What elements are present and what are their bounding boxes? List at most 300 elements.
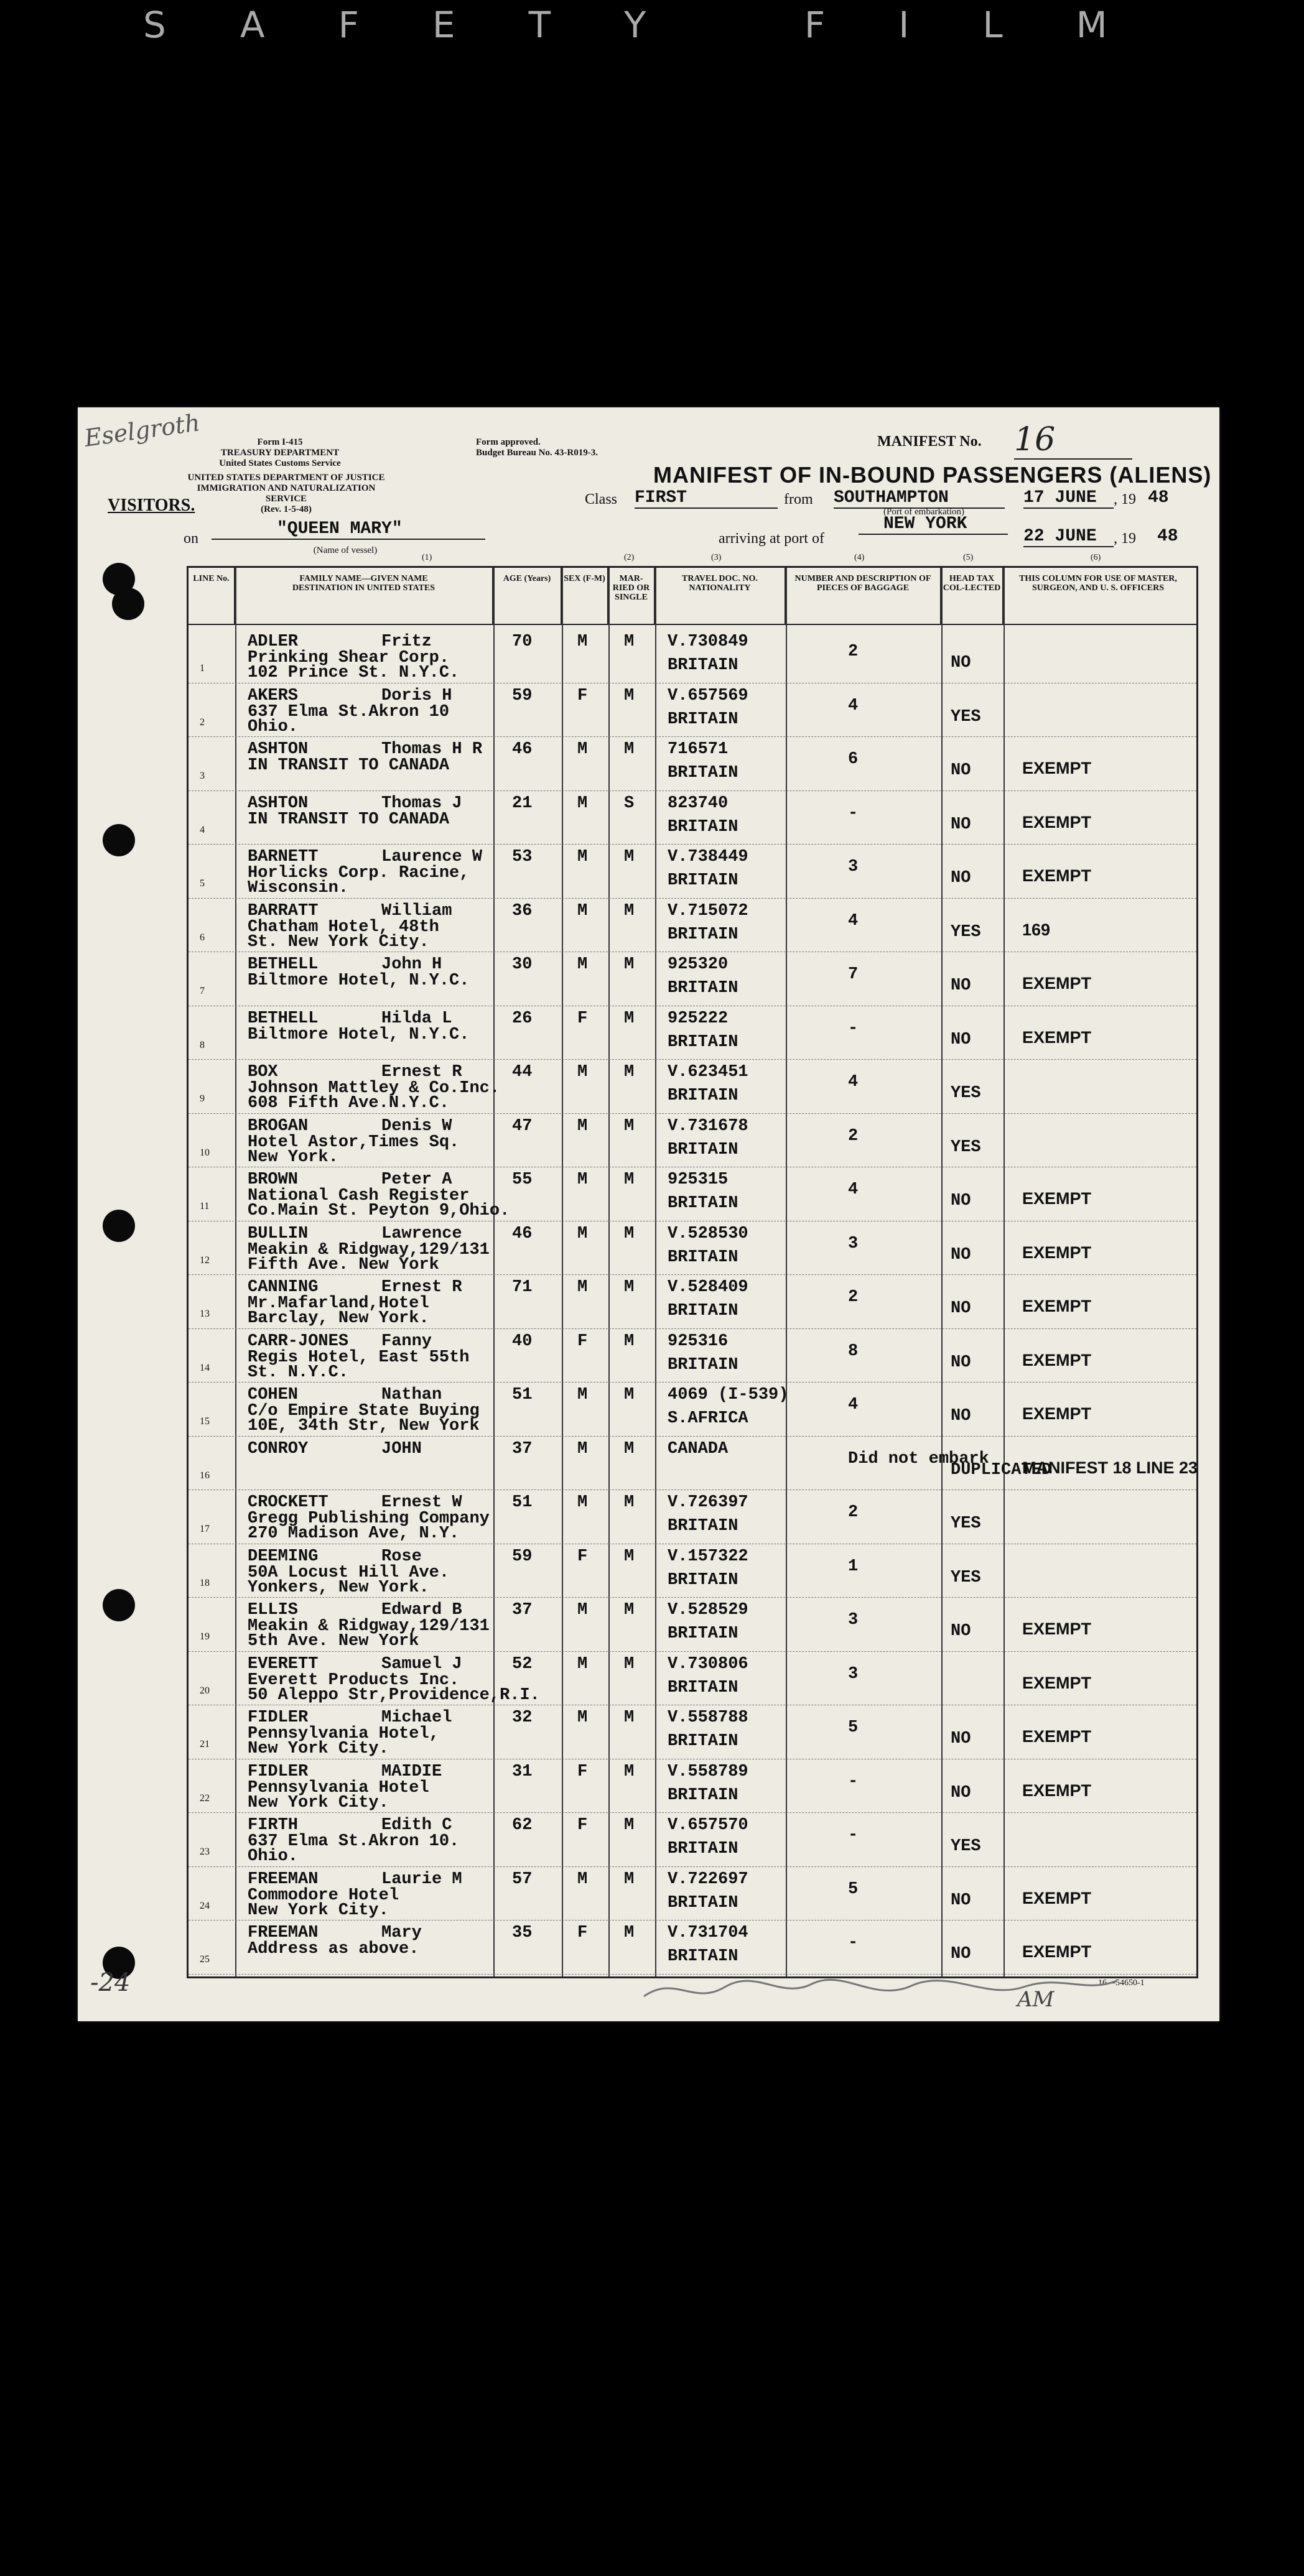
destination-line-2: 50 Aleppo Str,Providence,R.I. [248,1685,540,1705]
nationality: S.AFRICA [668,1409,748,1428]
head-tax-collected: NO [951,1945,971,1963]
line-number: 10 [200,1147,210,1158]
given-name: MAIDIE [381,1762,442,1781]
officer-column-entry: EXEMPT [1022,1888,1092,1907]
age: 46 [512,1224,533,1243]
form-revision: (Rev. 1-5-48) [261,504,312,514]
table-row [189,953,1196,1006]
table-row [189,1868,1196,1920]
head-tax-collected: NO [951,1891,971,1910]
family-name: CARR-JONES [248,1332,349,1351]
marital-status: S [624,794,635,813]
sex: M [577,740,588,759]
table-row [189,1921,1196,1974]
col-number: (3) [711,553,722,562]
table-row [189,1330,1196,1383]
head-tax-collected: YES [951,922,981,942]
nationality: BRITAIN [668,979,738,998]
travel-document-number: 716571 [668,740,729,759]
family-name: BROGAN [248,1116,309,1136]
line-number: 2 [200,716,205,728]
age: 31 [512,1762,533,1781]
nationality: BRITAIN [668,871,738,890]
marital-status: M [624,1170,635,1189]
nationality: BRITAIN [668,1732,738,1751]
age: 37 [512,1439,533,1458]
line-number: 7 [200,986,205,996]
destination-line-2: 608 Fifth Ave.N.Y.C. [248,1094,450,1113]
family-name: BARRATT [248,901,319,920]
baggage-count: - [848,1934,859,1952]
table-row [189,792,1196,845]
sex: F [577,686,588,705]
sex: M [577,794,588,813]
destination-line-1: IN TRANSIT TO CANADA [248,756,450,775]
marital-status: M [624,1547,635,1566]
page-mark: -24 [90,1968,131,1997]
marital-status: M [624,1924,635,1942]
marital-status: M [624,632,635,651]
marital-status: M [624,955,635,974]
travel-document-number: V.715072 [668,901,748,920]
age: 46 [512,740,533,759]
given-name: William [381,901,452,920]
given-name: Laurie M [381,1869,462,1889]
family-name: FIDLER [248,1762,309,1781]
destination-line-1: Meakin & Ridgway,129/131 [248,1617,490,1636]
marital-status: M [624,1439,635,1458]
table-row [189,1168,1196,1221]
col-number: (5) [963,553,974,562]
line-number: 1 [200,663,205,674]
col-header-travel: TRAVEL DOC. NO. NATIONALITY [655,568,786,624]
marital-status: M [624,1816,635,1835]
line-number: 18 [200,1577,210,1588]
dept-ins: IMMIGRATION AND NATURALIZATION SERVICE [197,483,376,504]
officer-column-entry: EXEMPT [1022,1297,1092,1315]
destination-line-1: Hotel Astor,Times Sq. [248,1133,460,1152]
head-tax-collected: NO [951,815,971,834]
family-name: FREEMAN [248,1924,319,1942]
baggage-count: 3 [848,1234,859,1253]
nationality: BRITAIN [668,925,738,944]
destination-line-1: Regis Hotel, East 55th [248,1348,470,1367]
arriving-label: arriving at port of [719,530,824,547]
nationality: BRITAIN [668,1893,738,1912]
destination-line-1: Pennsylvania Hotel, [248,1725,439,1743]
baggage-count: 8 [848,1341,859,1361]
line-number: 4 [200,824,205,835]
given-name: Lawrence [381,1224,462,1243]
age: 71 [512,1278,533,1297]
baggage-count: 4 [848,1396,859,1414]
head-tax-collected: NO [951,1730,971,1748]
nationality: BRITAIN [668,1032,738,1052]
head-tax-collected: NO [951,654,971,672]
destination-line-1: Chatham Hotel, 48th [248,917,439,937]
travel-document-number: V.558788 [668,1708,748,1727]
handwritten-name: Eselgroth [82,409,202,452]
baggage-count: 4 [848,1073,859,1091]
destination-line-1: Pennsylvania Hotel [248,1778,429,1797]
sex: M [577,1063,588,1082]
baggage-count: 4 [848,911,859,930]
travel-document-number: V.722697 [668,1869,748,1889]
marital-status: M [624,1869,635,1889]
line-number: 11 [200,1201,210,1212]
travel-document-number: V.730806 [668,1654,748,1674]
nationality: BRITAIN [668,764,738,782]
officer-column-entry: EXEMPT [1022,1619,1092,1638]
year-prefix-2: , 19 [1114,530,1136,547]
marital-status: M [624,1278,635,1297]
sex: M [577,1708,588,1727]
nationality: BRITAIN [668,1517,738,1536]
punch-hole [103,1589,135,1621]
age: 30 [512,955,533,974]
age: 70 [512,632,533,651]
given-name: JOHN [381,1439,422,1458]
sex: F [577,1332,588,1351]
col-header-baggage: NUMBER AND DESCRIPTION OF PIECES OF BAGGAGE [786,568,941,624]
col-number: (6) [1091,553,1101,562]
on-label: on [184,530,198,547]
visitors-label: VISITORS. [108,496,195,515]
class-label: Class [585,491,618,507]
col-header-sex: SEX (F-M) [562,568,608,624]
sex: M [577,1601,588,1619]
line-number: 15 [200,1416,210,1427]
family-name: ASHTON [248,740,309,759]
line-number: 14 [200,1362,210,1373]
destination-line-1: Address as above. [248,1940,419,1958]
given-name: Thomas H R [381,740,483,759]
officer-column-entry: EXEMPT [1022,759,1092,777]
age: 32 [512,1708,533,1727]
line-number: 20 [200,1685,210,1696]
col-header-name: FAMILY NAME—GIVEN NAME DESTINATION IN UNITED STATES [235,568,493,624]
given-name: Edward B [381,1601,462,1619]
punch-hole [103,1210,135,1242]
table-row [189,1652,1196,1705]
table-row [189,899,1196,952]
given-name: Thomas J [381,794,462,813]
head-tax-collected: NO [951,1245,971,1264]
form-print-code: 16—54650-1 [1098,1978,1145,1988]
nationality: BRITAIN [668,1678,738,1697]
destination-line-2: Wisconsin. [248,879,349,897]
sex: M [577,1278,588,1297]
marital-status: M [624,1654,635,1674]
baggage-count: 1 [848,1557,859,1576]
family-name: ELLIS [248,1601,299,1619]
col-header-age: AGE (Years) [493,568,562,624]
destination-line-2: Fifth Ave. New York [248,1255,439,1274]
marital-status: M [624,1224,635,1243]
col-number: (2) [624,553,635,562]
destination-line-1: Mr.Mafarland,Hotel [248,1294,429,1313]
officer-column-entry: EXEMPT [1022,1350,1092,1369]
line-number: 8 [200,1039,205,1050]
officer-column-entry: EXEMPT [1022,812,1092,832]
manifest-title: MANIFEST OF IN-BOUND PASSENGERS (ALIENS) [653,462,1212,488]
family-name: CANNING [248,1278,319,1297]
sex: M [577,1224,588,1243]
age: 51 [512,1493,533,1512]
destination-line-2: Co.Main St. Peyton 9,Ohio. [248,1202,510,1220]
col-header-line: LINE No. [189,568,235,624]
nationality: BRITAIN [668,1248,738,1267]
baggage-count: 2 [848,1126,859,1146]
nationality: BRITAIN [668,1947,738,1966]
destination-line-2: New York City. [248,1793,389,1812]
marital-status: M [624,1386,635,1404]
film-edge-marking: SAFETY FILM [143,4,1181,46]
given-name: Laurence W [381,848,483,866]
age: 36 [512,901,533,920]
class-value: FIRST [635,488,778,509]
given-name: Peter A [381,1170,452,1189]
baggage-count: 5 [848,1718,859,1737]
marital-status: M [624,901,635,920]
officer-column-entry: 169 [1022,920,1051,939]
manifest-sheet [78,407,1219,2021]
age: 52 [512,1654,533,1674]
table-row [189,1760,1196,1813]
baggage-count: 2 [848,642,859,661]
family-name: CONROY [248,1439,309,1458]
head-tax-collected: NO [951,1622,971,1641]
line-number: 13 [200,1309,210,1319]
dept-justice: UNITED STATES DEPARTMENT OF JUSTICE [187,473,385,483]
destination-line-2: Yonkers, New York. [248,1578,429,1597]
line-number: 3 [200,771,205,781]
travel-document-number: V.623451 [668,1063,748,1082]
officer-signature [638,1968,1123,2012]
destination-line-2: 5th Ave. New York [248,1632,419,1651]
nationality: BRITAIN [668,656,738,675]
family-name: FIRTH [248,1816,299,1835]
line-number: 21 [200,1739,210,1749]
sex: F [577,1924,588,1942]
destination-line-1: Horlicks Corp. Racine, [248,864,470,883]
travel-document-number: V.731704 [668,1924,748,1942]
travel-document-number: 925316 [668,1332,729,1351]
given-name: Michael [381,1708,452,1727]
age: 59 [512,1547,533,1566]
arrival-year: 48 [1157,527,1178,546]
given-name: Fanny [381,1332,432,1351]
table-row [189,1598,1196,1651]
given-name: John H [381,955,442,974]
dept-customs: United States Customs Service [219,458,341,468]
family-name: DEEMING [248,1547,319,1566]
nationality: BRITAIN [668,1140,738,1159]
head-tax-collected: NO [951,1299,971,1318]
destination-line-2: 102 Prince St. N.Y.C. [248,664,460,682]
table-row [189,1491,1196,1544]
marital-status: M [624,1493,635,1512]
baggage-count: - [848,804,859,823]
destination-line-2: New York City. [248,1901,389,1920]
embark-note: (Port of embarkation) [883,507,964,517]
destination-line-2: 270 Madison Ave, N.Y. [248,1524,460,1543]
table-row [189,684,1196,737]
signature-time: AM [1017,1987,1055,2012]
family-name: ASHTON [248,794,309,813]
marital-status: M [624,848,635,866]
baggage-count: 7 [848,965,859,984]
nationality: BRITAIN [668,1624,738,1643]
officer-column-entry: EXEMPT [1022,1727,1092,1746]
given-name: Hilda L [381,1009,452,1028]
head-tax-collected: NO [951,1407,971,1425]
head-tax-collected: YES [951,1837,981,1856]
punch-hole [112,588,144,620]
age: 51 [512,1386,533,1404]
line-number: 17 [200,1524,210,1534]
year-prefix-1: , 19 [1114,491,1136,507]
form-number: Form I-415 [257,437,303,447]
head-tax-collected: NO [951,869,971,887]
destination-line-2: Ohio. [248,717,299,736]
officer-column-entry: EXEMPT [1022,1673,1092,1692]
travel-document-number: V.726397 [668,1493,748,1512]
sex: M [577,1439,588,1458]
nationality: BRITAIN [668,710,738,729]
baggage-count: 6 [848,750,859,769]
marital-status: M [624,1601,635,1619]
age: 47 [512,1116,533,1136]
marital-status: M [624,1332,635,1351]
travel-document-number: 925320 [668,955,729,974]
manifest-number-label: MANIFEST No. [877,433,982,450]
baggage-count: 3 [848,1611,859,1629]
destination-line-1: 637 Elma St.Akron 10. [248,1832,460,1851]
destination-line-2: 10E, 34th Str, New York [248,1417,480,1435]
sex: F [577,1762,588,1781]
travel-document-number: V.528529 [668,1601,748,1619]
age: 44 [512,1063,533,1082]
destination-line-2: St. N.Y.C. [248,1363,349,1382]
family-name: BROWN [248,1170,299,1189]
travel-document-number: 925222 [668,1009,729,1028]
baggage-count: 5 [848,1879,859,1899]
nationality: BRITAIN [668,1355,738,1374]
family-name: BETHELL [248,1009,319,1028]
table-row [189,738,1196,790]
marital-status: M [624,1009,635,1028]
given-name: Nathan [381,1386,442,1404]
travel-document-number: V.657569 [668,686,748,705]
table-row [189,1007,1196,1060]
family-name: AKERS [248,686,299,705]
destination-line-2: New York. [248,1147,338,1167]
port-of-embarkation: SOUTHAMPTON [834,488,1005,509]
sex: M [577,632,588,651]
travel-document-number: 925315 [668,1170,729,1189]
officer-column-entry: EXEMPT [1022,1404,1092,1423]
family-name: BULLIN [248,1224,309,1243]
table-row [189,1114,1196,1167]
given-name: Rose [381,1547,422,1566]
travel-document-number: 823740 [668,794,729,813]
family-name: BOX [248,1063,278,1082]
head-tax-collected: YES [951,1084,981,1103]
nationality: BRITAIN [668,1840,738,1858]
manifest-number: 16 [1014,421,1132,460]
destination-line-2: Ohio. [248,1847,299,1866]
marital-status: M [624,1063,635,1082]
head-tax-collected: NO [951,1783,971,1802]
table-row [189,1706,1196,1759]
sex: F [577,1547,588,1566]
table-row [189,1222,1196,1275]
age: 37 [512,1601,533,1619]
head-tax-collected: YES [951,1568,981,1587]
sex: M [577,1386,588,1404]
head-tax-collected: NO [951,761,971,780]
head-tax-collected: NO [951,976,971,995]
destination-line-1: IN TRANSIT TO CANADA [248,810,450,829]
baggage-count: 4 [848,1180,859,1199]
given-name: Ernest W [381,1493,462,1512]
sex: M [577,955,588,974]
baggage-count: - [848,1826,859,1845]
arrival-port: NEW YORK [859,514,1008,535]
sex: M [577,1493,588,1512]
line-number: 22 [200,1792,210,1804]
given-name: Ernest R [381,1063,462,1082]
family-name: CROCKETT [248,1493,328,1512]
travel-document-number: V.558789 [668,1762,748,1781]
travel-document-number: V.657570 [668,1816,748,1835]
officer-column-entry: EXEMPT [1022,1781,1092,1800]
age: 35 [512,1924,533,1942]
sex: M [577,1170,588,1189]
age: 21 [512,794,533,813]
family-name: BARNETT [248,848,319,866]
head-tax-collected: DUPLICATED [951,1460,1052,1480]
col-number: (1) [422,553,432,562]
baggage-count: 2 [848,1503,859,1522]
table-row [189,1276,1196,1328]
travel-document-number: V.731678 [668,1116,748,1136]
line-number: 24 [200,1900,210,1911]
marital-status: M [624,1762,635,1781]
col-header-officers: THIS COLUMN FOR USE OF MASTER, SURGEON, AND U. S. OFFICERS [1019,574,1177,593]
sex: M [577,1116,588,1136]
line-number: 16 [200,1470,210,1481]
head-tax-collected: NO [951,1353,971,1372]
punch-hole [103,824,135,856]
family-name: ADLER [248,632,299,651]
embark-year: 48 [1148,488,1169,507]
vessel-note: (Name of vessel) [313,545,378,555]
head-tax-collected: YES [951,707,981,726]
officer-column-entry: EXEMPT [1022,1189,1092,1208]
line-number: 5 [200,878,205,889]
given-name: Ernest R [381,1278,462,1297]
travel-document-number: V.157322 [668,1547,748,1566]
officer-column-entry: EXEMPT [1022,1243,1092,1262]
baggage-count: 3 [848,1664,859,1684]
budget-bureau: Budget Bureau No. 43-R019-3. [476,448,598,458]
sex: M [577,901,588,920]
sex: M [577,848,588,866]
form-approved: Form approved. [476,437,541,447]
destination-line-1: Johnson Mattley & Co.Inc. [248,1079,500,1098]
